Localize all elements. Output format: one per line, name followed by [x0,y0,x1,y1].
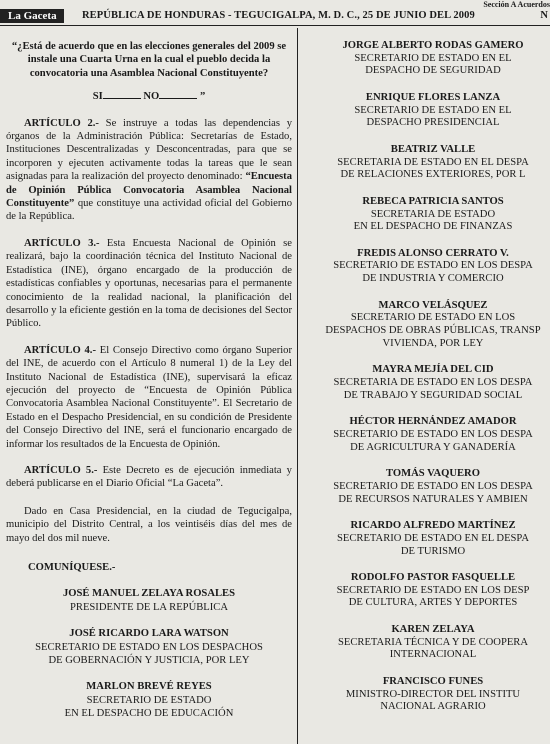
signatory-name: BEATRIZ VALLE [390,143,476,155]
signatory [303,196,550,234]
signatory-title: NACIONAL AGRARIO [380,701,486,713]
signatory-name: RICARDO ALFREDO MARTÍNEZ [350,520,516,532]
signatory-name: REBECA PATRICIA SANTOS [362,195,504,207]
signatory-title: DESPACHO DE SEGURIDAD [365,65,501,77]
signatory-title: SECRETARIO DE ESTADO EN LOS DESPA [333,428,533,440]
vote-no-label: NO [143,91,160,103]
vote-no-blank [159,89,197,99]
signatory-title: SECRETARIO DE ESTADO EN EL DESPA [336,532,530,544]
signatory-name: ENRIQUE FLORES LANZA [365,91,501,103]
article-3 [6,237,292,331]
signatory-title: DE CULTURA, ARTES Y DEPORTES [348,597,518,609]
signatory-title: SECRETARIO DE ESTADO EN EL [354,52,512,64]
signatory-title: MINISTRO-DIRECTOR DEL INSTITU [345,688,521,700]
signatory [303,248,550,286]
signatory-title: DE TRABAJO Y SEGURIDAD SOCIAL [343,389,523,401]
signatory-title: EN EL DESPACHO DE EDUCACIÓN [64,708,234,720]
signatory-title: SECRETARIA TÉCNICA Y DE COOPERA [337,636,529,648]
article-3-heading: ARTÍCULO 3.- [24,237,100,249]
article-2-tail: que constituye una actividad oficial del Gobierno de la República. [6,198,292,223]
signatory-name: JORGE ALBERTO RODAS GAMERO [342,40,524,51]
newspaper-name: La Gaceta [0,9,64,23]
signatory-title: INTERNACIONAL [389,649,477,661]
article-3-body: Esta Encuesta Nacional de Opinión se realizará, bajo la coordinación técnica del Instituto Nacional de Estadística (INE), órgano encargado de la producción de estadísticas confiables y oportunas, necesarias para el permanente conocimiento de la realidad nacional, la planificación del desarrollo y la eficiente gestión en la toma de decisiones del Sector Público. [6,237,292,330]
article-2 [6,117,292,224]
signatory-name: HÉCTOR HERNÁNDEZ AMADOR [349,416,517,428]
section-tab: Sección A Acuerdos [483,0,550,9]
signatory-name: JOSÉ RICARDO LARA WATSON [69,628,229,640]
signatory-title: SECRETARIO DE ESTADO EN LOS DESPACHOS [35,641,263,653]
signatory [303,416,550,454]
signatory-title: SECRETARIA DE ESTADO [370,208,496,220]
article-2-project-name: “Encuesta de Opinión Pública Convocatoria Asamblea Nacional Constituyente” [6,171,292,210]
signatory [303,676,550,714]
signatory-name: TOMÁS VAQUERO [386,468,480,480]
header-dateline: REPÚBLICA DE HONDURAS - TEGUCIGALPA, M. D. C., 25 DE JUNIO DEL 2009 [82,10,475,21]
signatory-name: MARCO VELÁSQUEZ [378,299,488,311]
signatory-title: DE INDUSTRIA Y COMERCIO [362,273,504,285]
signatory-name: FREDIS ALONSO CERRATO V. [357,247,509,259]
signatory-title: SECRETARIA DE ESTADO EN LOS DESPA [333,377,533,388]
article-5-body: Este Decreto es de ejecución inmediata y deberá publicarse en el Diario Oficial “La Gaceta”. [6,464,292,490]
article-5 [6,464,292,491]
signatory [303,468,550,506]
article-2-body: Se instruye a todas las dependencias y órganos de la Administración Pública: Secretarías de Estado, Instituciones Descentralizadas y Desconcentradas, para que se incorporen y ejecuten activamente todas la tareas que le sean asignadas para la realización del proyecto denominado: [6,117,292,183]
page-number: N [540,10,548,21]
vote-close-quote: ” [199,91,206,103]
signatory [303,572,550,610]
signatory-title: DE RELACIONES EXTERIORES, POR L [340,169,526,181]
signatory-title: DE GOBERNACIÓN Y JUSTICIA, POR LEY [48,655,250,667]
referendum-question: “¿Está de acuerdo que en las elecciones generales del 2009 se instale una Cuarta Urna en la cual el pueblo decida la convocatoria una Asamblea Nacional Constituyente? [11,41,287,79]
left-column [6,40,292,721]
signatory-title: DE AGRICULTURA Y GANADERÍA [350,441,516,453]
signatory-title: DE RECURSOS NATURALES Y AMBIEN [338,493,528,505]
signatory-title: SECRETARIO DE ESTADO EN LOS [350,312,516,324]
signatory-name: MAYRA MEJÍA DEL CID [372,364,494,376]
vote-si-blank [103,89,141,99]
signatory-name: FRANCISCO FUNES [382,676,484,688]
signatory-name: RODOLFO PASTOR FASQUELLE [350,572,516,584]
signatory [303,144,550,182]
signatory-title: SECRETARIO DE ESTADO EN LOS DESP [336,584,530,596]
signatory-title: DESPACHO PRESIDENCIAL [366,117,500,129]
issued-statement: Dado en Casa Presidencial, en la ciudad de Tegucigalpa, municipio del Distrito Central, a los veintiséis días del mes de mayo del dos mil nueve. [6,505,292,544]
signatory [303,624,550,662]
vote-si-label: SI [92,91,103,103]
signatory [303,40,550,78]
article-4-heading: ARTÍCULO 4.- [24,344,96,356]
signatory-name: KAREN ZELAYA [391,624,475,636]
article-4 [6,344,292,451]
comuniquese-heading: COMUNÍQUESE.- [28,562,116,573]
column-divider [297,28,298,744]
signatory-title: EN EL DESPACHO DE FINANZAS [353,221,513,233]
signatory-title: DESPACHOS DE OBRAS PÚBLICAS, TRANSP [325,325,541,337]
vote-line [6,89,292,103]
signatory [6,680,292,720]
signatory [303,364,550,402]
right-column [303,40,550,728]
signatory [303,92,550,130]
signatory-title: SECRETARIA DE ESTADO EN EL DESPA [337,156,529,168]
signatory [6,627,292,667]
signatory-name: JOSÉ MANUEL ZELAYA ROSALES [62,588,235,600]
signatory-title: VIVIENDA, POR LEY [382,337,484,349]
signatory-title: SECRETARIO DE ESTADO EN LOS DESPA [333,480,533,492]
signatory-name: MARLON BREVÉ REYES [86,681,212,693]
signatory-title: DE TURISMO [400,545,466,557]
article-2-heading: ARTÍCULO 2.- [24,117,99,129]
article-5-heading: ARTÍCULO 5.- [24,464,98,476]
signatory [303,520,550,558]
signatory [303,300,550,350]
signatory-title: PRESIDENTE DE LA REPÚBLICA [69,601,229,613]
signatory-title: SECRETARIO DE ESTADO [86,694,212,706]
signatory [6,587,292,614]
signatory-title: SECRETARIO DE ESTADO EN EL [354,104,512,116]
signatory-title: SECRETARIO DE ESTADO EN LOS DESPA [333,260,533,272]
page-header [0,8,550,26]
article-4-body: El Consejo Directivo como órgano Superior del INE, de acuerdo con el Artículo 8 numeral 1) de la Ley del Instituto Nacional de Estadística (INE), supervisará la eficaz ejecución del proyecto de “Encuesta de Opinión Pública Convocatoria Asamblea Nacional Constituyente”. El Secretario de Estado en el Despacho Presidencial, en su condición de Presidente del Consejo Directivo del INE, será el funcionario encargado de informar los resultados de la Encuesta de Opinión. [6,344,292,450]
